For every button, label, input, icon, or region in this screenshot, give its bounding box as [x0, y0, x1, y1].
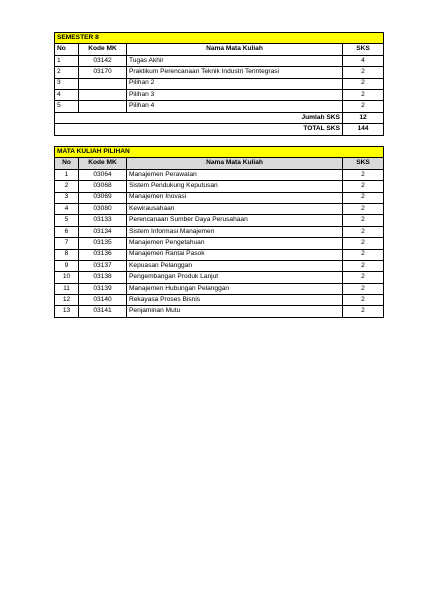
cell-no: 9	[55, 260, 79, 271]
cell-sks: 2	[342, 203, 383, 214]
table-row	[55, 203, 384, 214]
table-header-row	[55, 44, 384, 55]
cell-kode	[79, 89, 127, 100]
cell-sks: 4	[342, 55, 383, 66]
cell-no: 3	[55, 192, 79, 203]
cell-kode	[79, 101, 127, 112]
cell-no: 7	[55, 238, 79, 249]
cell-nama: Manajemen Hubungan Pelanggan	[127, 283, 343, 294]
cell-kode: 03137	[79, 260, 127, 271]
cell-nama: Pengembangan Produk Lanjut	[127, 272, 343, 283]
table-row	[55, 238, 384, 249]
cell-kode: 03135	[79, 238, 127, 249]
table-row	[55, 260, 384, 271]
header-kode: Kode MK	[79, 158, 127, 169]
cell-kode	[79, 78, 127, 89]
cell-sks: 2	[342, 181, 383, 192]
cell-sks: 2	[342, 249, 383, 260]
table-row	[55, 89, 384, 100]
cell-sks: 2	[342, 78, 383, 89]
cell-sks: 2	[342, 238, 383, 249]
cell-nama: Manajemen Rantai Pasok	[127, 249, 343, 260]
table-row	[55, 249, 384, 260]
cell-sks: 2	[342, 67, 383, 78]
cell-no: 2	[55, 181, 79, 192]
table-row	[55, 169, 384, 180]
cell-no: 6	[55, 226, 79, 237]
cell-sks: 2	[342, 283, 383, 294]
cell-nama: Sistem Pendukung Keputusan	[127, 181, 343, 192]
cell-no: 4	[55, 203, 79, 214]
cell-no: 3	[55, 78, 79, 89]
cell-no: 1	[55, 169, 79, 180]
cell-sks: 2	[342, 169, 383, 180]
header-sks: SKS	[342, 158, 383, 169]
table-row	[55, 78, 384, 89]
cell-sks: 2	[342, 295, 383, 306]
cell-kode: 03140	[79, 295, 127, 306]
header-kode: Kode MK	[79, 44, 127, 55]
table-row	[55, 306, 384, 317]
cell-sks: 2	[342, 306, 383, 317]
cell-kode: 03068	[79, 181, 127, 192]
cell-sks: 2	[342, 101, 383, 112]
jumlah-sks-value: 12	[342, 112, 383, 123]
cell-no: 12	[55, 295, 79, 306]
cell-sks: 2	[342, 89, 383, 100]
total-sks-row	[55, 124, 384, 135]
cell-nama: Manajemen Pengetahuan	[127, 238, 343, 249]
cell-nama: Tugas Akhir	[127, 55, 343, 66]
cell-nama: Pilihan 3	[127, 89, 343, 100]
cell-no: 11	[55, 283, 79, 294]
cell-nama: Rekayasa Proses Bisnis	[127, 295, 343, 306]
cell-kode: 03064	[79, 169, 127, 180]
table-row	[55, 215, 384, 226]
header-no: No	[55, 44, 79, 55]
cell-nama: Kewirausahaan	[127, 203, 343, 214]
cell-nama: Penjaminan Mutu	[127, 306, 343, 317]
cell-kode: 03136	[79, 249, 127, 260]
header-no: No	[55, 158, 79, 169]
mata-kuliah-pilihan-table	[54, 146, 384, 318]
table-title: MATA KULIAH PILIHAN	[55, 147, 384, 158]
table-row	[55, 55, 384, 66]
table-row	[55, 67, 384, 78]
cell-nama: Pilihan 2	[127, 78, 343, 89]
cell-sks: 2	[342, 272, 383, 283]
cell-kode: 03138	[79, 272, 127, 283]
header-nama: Nama Mata Kuliah	[127, 44, 343, 55]
cell-kode: 03170	[79, 67, 127, 78]
table-row	[55, 272, 384, 283]
table-row	[55, 226, 384, 237]
cell-no: 5	[55, 101, 79, 112]
cell-no: 8	[55, 249, 79, 260]
total-sks-value: 144	[342, 124, 383, 135]
cell-kode: 03069	[79, 192, 127, 203]
cell-no: 2	[55, 67, 79, 78]
cell-kode: 03139	[79, 283, 127, 294]
cell-nama: Manajemen Perawatan	[127, 169, 343, 180]
cell-nama: Praktikum Perencanaan Teknik Industri Terintegrasi	[127, 67, 343, 78]
cell-nama: Manajemen Inovasi	[127, 192, 343, 203]
cell-nama: Pilihan 4	[127, 101, 343, 112]
jumlah-sks-row	[55, 112, 384, 123]
cell-kode: 03141	[79, 306, 127, 317]
table-header-row	[55, 158, 384, 169]
cell-sks: 2	[342, 226, 383, 237]
cell-no: 10	[55, 272, 79, 283]
semester-8-table	[54, 32, 384, 136]
cell-kode: 03080	[79, 203, 127, 214]
table-row	[55, 192, 384, 203]
cell-nama: Perencanaan Sumber Daya Perusahaan	[127, 215, 343, 226]
cell-no: 13	[55, 306, 79, 317]
cell-kode: 03134	[79, 226, 127, 237]
cell-kode: 03142	[79, 55, 127, 66]
cell-sks: 2	[342, 215, 383, 226]
cell-no: 1	[55, 55, 79, 66]
table-row	[55, 295, 384, 306]
cell-kode: 03133	[79, 215, 127, 226]
table-title-row	[55, 33, 384, 44]
table-row	[55, 181, 384, 192]
header-nama: Nama Mata Kuliah	[127, 158, 343, 169]
cell-no: 4	[55, 89, 79, 100]
table-row	[55, 283, 384, 294]
cell-sks: 2	[342, 260, 383, 271]
header-sks: SKS	[342, 44, 383, 55]
cell-no: 5	[55, 215, 79, 226]
table-title: SEMESTER 8	[55, 33, 384, 44]
cell-nama: Kepuasan Pelanggan	[127, 260, 343, 271]
table-row	[55, 101, 384, 112]
cell-sks: 2	[342, 192, 383, 203]
table-title-row	[55, 147, 384, 158]
jumlah-sks-label: Jumlah SKS	[55, 112, 343, 123]
cell-nama: Sistem Informasi Manajemen	[127, 226, 343, 237]
total-sks-label: TOTAL SKS	[55, 124, 343, 135]
